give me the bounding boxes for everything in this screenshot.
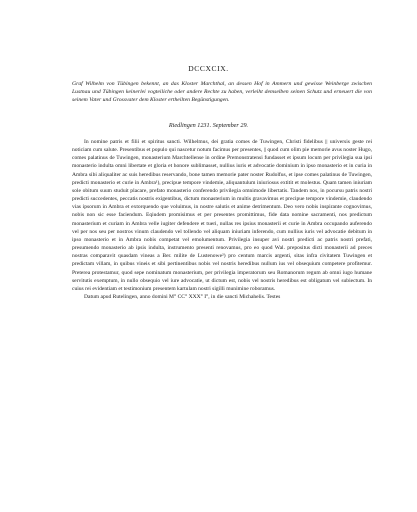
document-summary: Graf Wilhelm von Tübingen bekennt, an das Kloster Marchthal, an dessen Hof in Ammern und gewisse Weinberge zwischen Lustnau und Tübingen keinerlei vogteiliche oder andere Rechte zu haben, verleiht demselben seinen Schutz und erneuert die von seinem Vater und Grossvater dem Kloster ertheilten Begünstigungen. (72, 81, 372, 104)
document-number: DCCXCIX. (188, 64, 229, 73)
document-body (72, 138, 372, 301)
body-paragraph: In nomine patris et filii et spiritus sancti. Wilhelmus, dei gratia comes de Tuwingen, Christi fidelibus || universis geste rei noticiam cum salute. Presentibus et populo qui nascetur notum facimus per presentes, || quod cum olim pie memorie avus noster Hugo, comes palatinus de Tuwingen, monasterium Marchtellense in ordine Premonstratensi fundasset et ipsum locum per privilegia sua ipsi monasterio indulta omni libertate et gloria et honore sublimasset, nullius iuris et advocatie dominium in ipso monasterio et in curia in Ambra sibi aliqualiter ac suis heredibus reservando, bone tamen memorie pater noster Rudolfus, et ipse comes palatinus de Tuwingen, predicti monasterio et curie in Ambra¹), precipue tempore vindemie, aliquantulum iniuriosus extitit et molestus. Quam tamen iniuriam sole obitum suum studuit placare, prefato monasterio conferendo privilegia omnimode libertatis. Tandem nos, in pocursu patris nostri predicti succedentes, peccatis nostris exigentibus, dictum monasterium in multis gravavimus et precipue tempore vindemie, claudendo vias ipsorum in Ambra et extorquendo que voluimus, in nostre salutis et anime detrimentum. Deo vero nobis inspirante cognovimus, nobis non sic esse faciendum. Eqiudem promisimus et per presentes promittimus, fide data nomine sacramenti, nos predictum monasterium et curiam in Ambra velle iugiter defendere et tueri, nullas res ipsius monasterii et curie in Ambra occupando auferendo vel per nos seu per nostros vinum claudendo vel tollendo vel aliquam iniuriam inferendo, cum nullius iuris vel advocatie debitum in ipso monasterio et in Ambra nobis competat vel emolumentum. Privilegia insuper avi nostri predicti ac patris nostri prefati, presumendo monasterio ab ipsis indulta, instrumento presenti renovamus, pro eo quod Wal. prepositus dicti monasterii ad preces nostras comparavit quasdam vineas a Ber. milite de Lustenowe²) pro centum marcis argenti, sitas infra civitatem Tuwingen et predictam villam, in quibus vineis et sibi pertinentibus nobis vel nostris heredibus nullum ius vel obsequium competere profitemur. Preterea protestamur, quod sepe nominatum monasterium, per privilegia imperatorum seu Romanorum regum ab omni iugo humane servitutis exemptum, in nullo obsequio vel iure advocatie, ut dictum est, nobis vel nostris heredibus est obligatum vel subiectum. In cuius rei evidentiam et testimonium presentem kartulam nostri sigilli munimine roboramus. (72, 139, 372, 292)
body-paragraph: Datum apud Rutelingen, anno domini M° CC° XXX° I°, in die sancti Michahelis. Testes (84, 293, 281, 300)
document-dateline: Riedlingen 1231. September 29. (168, 122, 249, 129)
